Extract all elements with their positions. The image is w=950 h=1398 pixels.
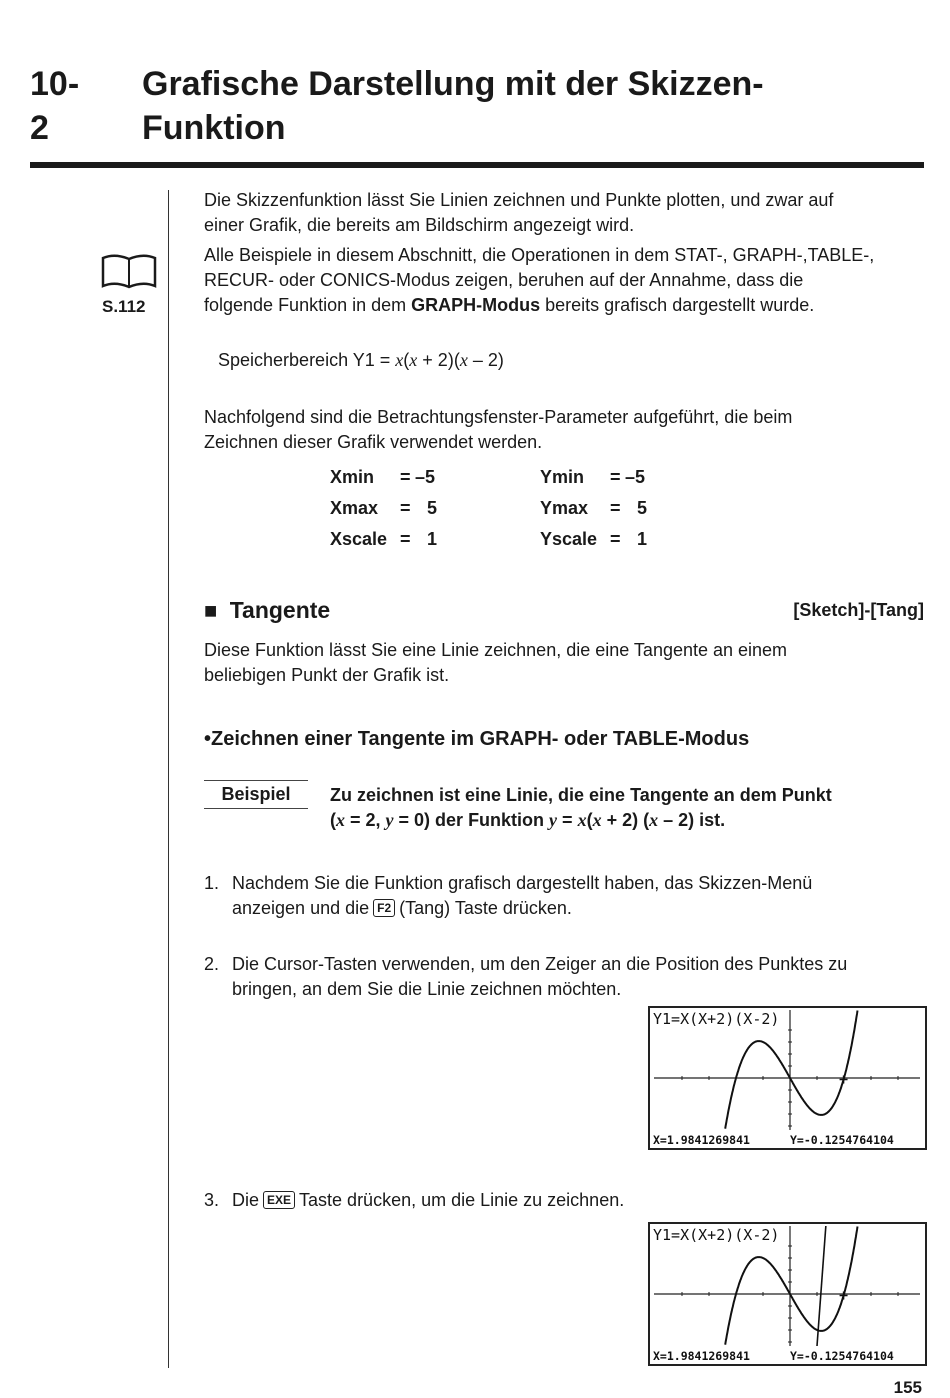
param-eq: = [400,467,411,487]
section-heading [204,595,330,626]
var-x: x [649,810,659,830]
example-line2 [330,808,920,833]
square-bullet-icon: ■ [204,598,218,623]
paren: ( [403,350,410,370]
y-coordinate-readout: Y=-0.1254764104 [790,1349,894,1363]
t: = 2, [345,810,386,830]
function-curve [725,1227,857,1345]
example-line1: Zu zeichnen ist eine Linie, die eine Tangente an dem Punkt [330,785,832,805]
step-number: 3. [204,1190,220,1210]
intro-p2-line3 [204,293,924,318]
graph-display [650,1008,925,1148]
exe-key-icon: EXE [263,1191,295,1209]
t: ( [330,810,336,830]
margin-divider [168,190,169,1368]
formula-mid: + 2)( [417,350,460,370]
param-name: Xmax [330,498,379,518]
title-line-1: Grafische Darstellung mit der Skizzen- [142,65,764,103]
intro-p2-line1: Alle Beispiele in diesem Abschnitt, die Operationen in dem STAT-, GRAPH-,TABLE-, [204,245,875,265]
tangent-line [817,1226,826,1346]
t: – 2) ist. [658,810,726,830]
var-x: x [409,350,418,370]
graph-display-with-tangent [650,1224,925,1364]
title-line-2: Funktion [142,109,286,147]
step-2-line2: bringen, an dem Sie die Linie zeichnen möchten. [232,979,622,999]
param-eq: = [610,467,621,487]
y-coordinate-readout: Y=-0.1254764104 [790,1133,894,1147]
param-value: –5 [415,467,436,487]
x-coordinate-readout: X=1.9841269841 [653,1133,750,1147]
var-x: x [577,810,587,830]
section-title: Tangente [229,597,331,623]
window-intro-line1: Nachfolgend sind die Betrachtungsfenster-Parameter aufgeführt, die beim [204,407,793,427]
intro-paragraph-1 [204,188,924,238]
example-label-box [204,780,308,809]
param-eq: = [400,498,411,518]
param-name: Xmin [330,467,375,487]
margin-reference [100,252,158,317]
x-coordinate-readout: X=1.9841269841 [653,1349,750,1363]
example-label: Beispiel [221,784,291,804]
t: = [557,810,578,830]
param-name: Xscale [330,529,388,549]
subsection-heading: •Zeichnen einer Tangente im GRAPH- oder TABLE-Modus [204,728,750,750]
t: + 2) ( [601,810,650,830]
f2-key-icon: F2 [373,899,395,917]
step-1-line2 [232,896,924,921]
desc-line2: beliebigen Punkt der Grafik ist. [204,665,450,685]
intro-p2-text-end: bereits grafisch dargestellt wurde. [540,295,815,315]
var-x: x [459,350,468,370]
intro-p2-text: folgende Funktion in dem [204,295,412,315]
header-rule [30,162,924,168]
var-y: y [385,810,394,830]
var-x: x [395,350,404,370]
formula-end: – 2) [467,350,504,370]
page-number: 155 [893,1378,922,1397]
view-window-params [330,462,730,555]
param-row [330,524,730,555]
var-x: x [592,810,602,830]
param-row [330,493,730,524]
param-value: 5 [427,498,438,518]
var-x: x [336,810,345,830]
step-1-line1: Nachdem Sie die Funktion grafisch dargestellt haben, das Skizzen-Menü [232,873,813,893]
param-eq: = [400,529,411,549]
t: ( [586,810,593,830]
memory-formula [218,348,504,373]
window-intro [204,405,924,455]
intro-p1-line2: einer Grafik, die bereits am Bildschirm angezeigt wird. [204,215,635,235]
step-3 [204,1188,924,1213]
window-intro-line2: Zeichnen dieser Grafik verwendet werden. [204,432,543,452]
margin-ref-page: S.112 [102,297,146,316]
sketch-key-sequence: [Sketch]-[Tang] [793,600,924,620]
param-value: 1 [427,529,438,549]
step-2-line1: Die Cursor-Tasten verwenden, um den Zeiger an die Position des Punktes zu [232,954,848,974]
calculator-screen-1 [648,1006,927,1150]
t: Taste drücken, um die Linie zu zeichnen. [299,1190,625,1210]
intro-paragraph-2 [204,243,924,318]
open-book-icon [100,252,158,292]
example-text [330,783,920,833]
step-number: 2. [204,954,220,974]
desc-line1: Diese Funktion lässt Sie eine Linie zeichnen, die eine Tangente an einem [204,640,788,660]
t: Die [232,1190,260,1210]
function-label: Y1=X(X+2)(X-2) [653,1226,780,1244]
step-2 [204,952,924,1002]
t: anzeigen und die [232,898,370,918]
intro-p2-line2: RECUR- oder CONICS-Modus zeigen, beruhen auf der Annahme, dass die [204,270,804,290]
param-value: 5 [637,498,648,518]
function-curve [725,1011,857,1129]
calculator-screen-2 [648,1222,927,1366]
section-description [204,638,924,688]
t: (Tang) Taste drücken. [399,898,572,918]
param-value: –5 [625,467,646,487]
graph-mode-term: GRAPH-Modus [411,295,541,315]
var-y: y [549,810,558,830]
param-eq: = [610,529,621,549]
step-3-line [232,1188,924,1213]
step-1 [204,871,924,921]
param-name: Yscale [540,529,598,549]
intro-p1-line1: Die Skizzenfunktion lässt Sie Linien zeichnen und Punkte plotten, und zwar auf [204,190,834,210]
param-row [330,462,730,493]
section-number: 10-2 [30,65,80,147]
param-eq: = [610,498,621,518]
param-name: Ymin [540,467,585,487]
param-name: Ymax [540,498,589,518]
param-value: 1 [637,529,648,549]
memory-label: Speicherbereich Y1 = [218,350,396,370]
t: = 0) der Funktion [393,810,550,830]
function-label: Y1=X(X+2)(X-2) [653,1010,780,1028]
step-number: 1. [204,873,220,893]
